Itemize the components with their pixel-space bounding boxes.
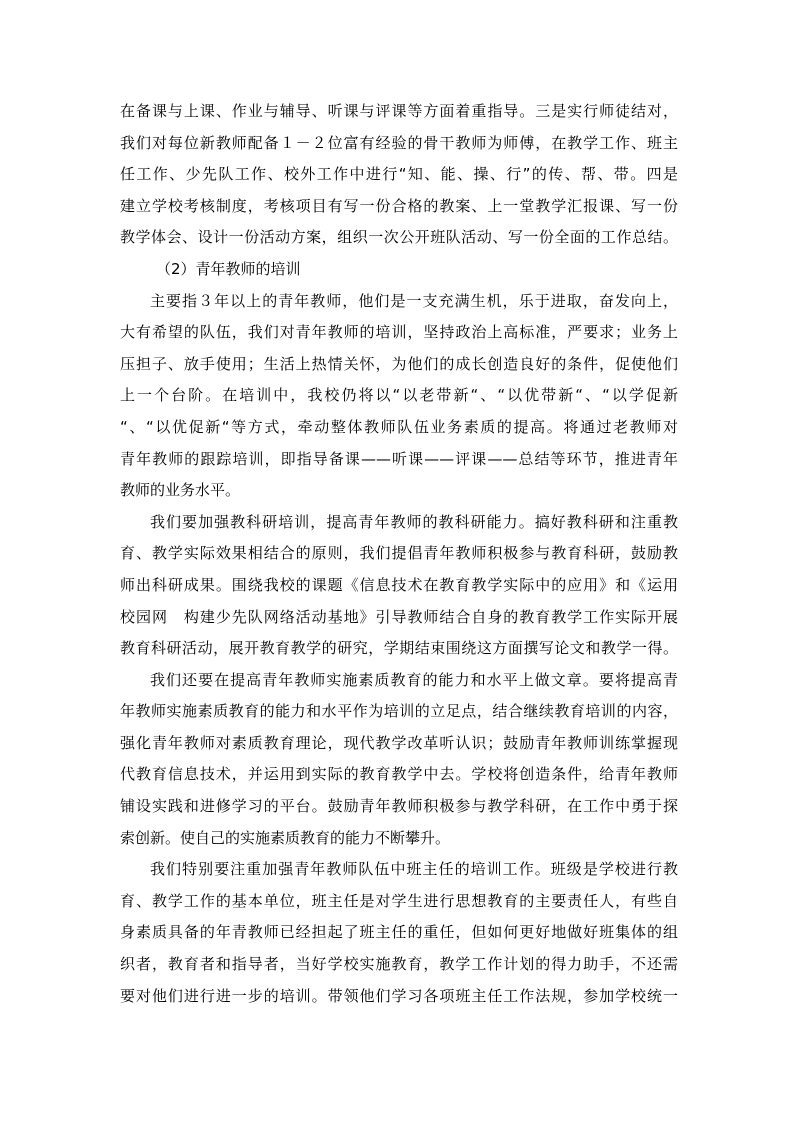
document-body — [120, 96, 678, 1012]
text-line: 师出科研成果。围绕我校的课题《信息技术在教育教学实际中的应用》和《运用 — [120, 575, 678, 594]
text-line: 年教师实施素质教育的能力和水平作为培训的立足点，结合继续教育培训的内容， — [120, 702, 678, 721]
text-line: 压担子、放手使用；生活上热情关怀，为他们的成长创造良好的条件，促使他们 — [120, 354, 678, 373]
text-line: 建立学校考核制度，考核项目有写一份合格的教案、上一堂教学汇报课、写一份 — [120, 196, 678, 215]
text-line: 织者，教育者和指导者，当好学校实施教育，教学工作计划的得力助手，不还需 — [120, 955, 678, 974]
text-line: 我们特别要注重加强青年教师队伍中班主任的培训工作。班级是学校进行教 — [150, 860, 678, 879]
text-line: 我们还要在提高青年教师实施素质教育的能力和水平上做文章。要将提高青 — [150, 670, 678, 689]
text-line: 青年教师的跟踪培训，即指导备课——听课——评课——总结等环节，推进青年 — [120, 449, 678, 468]
text-line: 代教育信息技术，并运用到实际的教育教学中去。学校将创造条件，给青年教师 — [120, 765, 678, 784]
text-line: 教学体会、设计一份活动方案，组织一次公开班队活动、写一份全面的工作总结。 — [120, 228, 678, 247]
text-line: 上一个台阶。在培训中，我校仍将以“以老带新“、“以优带新“、“以学促新 — [120, 386, 678, 405]
text-line: 校园网 构建少先队网络活动基地》引导教师结合自身的教育教学工作实际开展 — [120, 607, 678, 626]
text-line: 索创新。使自己的实施素质教育的能力不断攀升。 — [120, 828, 451, 847]
text-line: 教育科研活动，展开教育教学的研究，学期结束围绕这方面撰写论文和教学一得。 — [120, 639, 678, 658]
text-line: 要对他们进行进一步的培训。带领他们学习各项班主任工作法规，参加学校统一 — [120, 986, 678, 1005]
text-line: 主要指３年以上的青年教师，他们是一支充满生机，乐于进取，奋发向上， — [150, 291, 678, 310]
text-line: 育、教学实际效果相结合的原则，我们提倡青年教师积极参与教育科研，鼓励教 — [120, 544, 678, 563]
text-line: 大有希望的队伍，我们对青年教师的培训，坚持政治上高标准，严要求；业务上 — [120, 323, 678, 342]
text-line: “、“以优促新“等方式，牵动整体教师队伍业务素质的提高。将通过老教师对 — [120, 417, 678, 436]
text-line: 任工作、少先队工作、校外工作中进行“知、能、操、行”的传、帮、带。四是 — [120, 165, 678, 184]
text-line: 在备课与上课、作业与辅导、听课与评课等方面着重指导。三是实行师徒结对， — [120, 102, 678, 120]
text-line: 我们对每位新教师配备１－２位富有经验的骨干教师为师傅，在教学工作、班主 — [120, 133, 678, 152]
text-line: 身素质具备的年青教师已经担起了班主任的重任，但如何更好地做好班集体的组 — [120, 923, 678, 942]
text-line: 强化青年教师对素质教育理论，现代教学改革听认识；鼓励青年教师训练掌握现 — [120, 733, 678, 752]
text-line: 我们要加强教科研培训，提高青年教师的教科研能力。搞好教科研和注重教 — [150, 512, 678, 531]
text-line: 铺设实践和进修学习的平台。鼓励青年教师积极参与教学科研，在工作中勇于探 — [120, 797, 678, 816]
text-line: 育、教学工作的基本单位，班主任是对学生进行思想教育的主要责任人，有些自 — [120, 891, 678, 910]
section-heading: （2）青年教师的培训 — [156, 259, 301, 278]
text-line: 教师的业务水平。 — [120, 481, 241, 500]
